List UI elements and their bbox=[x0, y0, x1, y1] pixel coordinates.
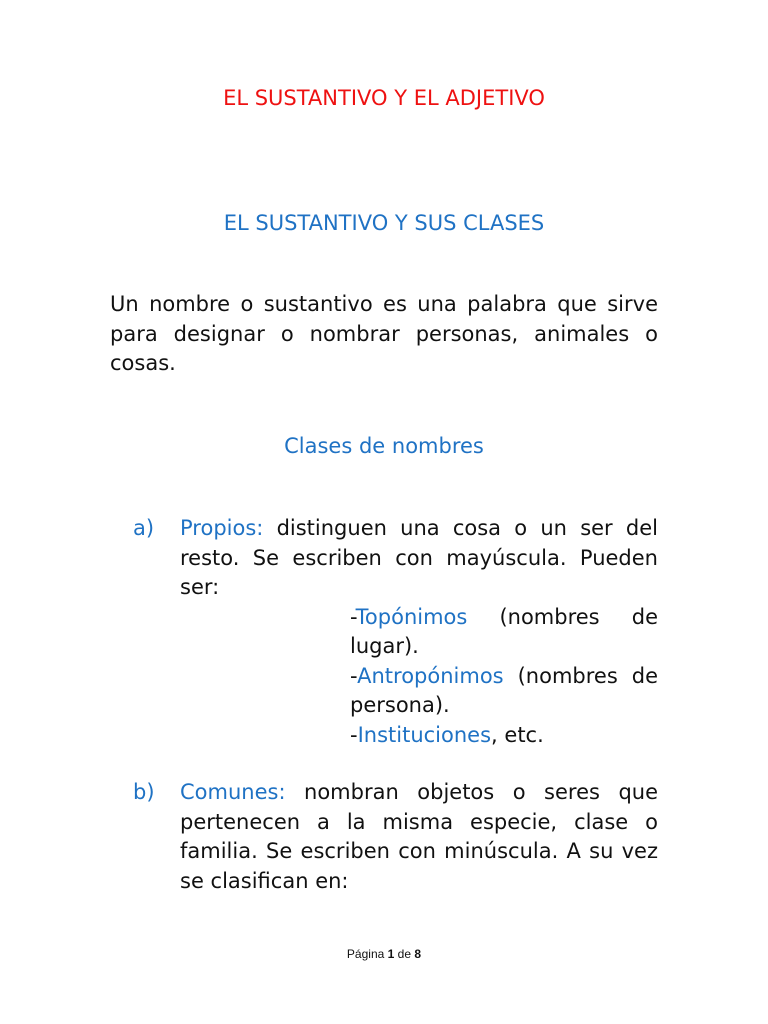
sublist-text: (nombres de persona). bbox=[350, 663, 658, 717]
section-title: EL SUSTANTIVO Y SUS CLASES bbox=[223, 211, 545, 235]
term-propios: Propios: bbox=[180, 516, 264, 540]
total-pages-number: 8 bbox=[414, 947, 422, 961]
sublist bbox=[350, 603, 658, 751]
sublist-prefix: - bbox=[350, 663, 358, 688]
list-item-text bbox=[180, 778, 658, 896]
list-marker: b) bbox=[133, 780, 155, 804]
intro-paragraph: Un nombre o sustantivo es una palabra que sirve para designar o nombrar personas, animales o cosas. bbox=[110, 292, 658, 375]
section-heading: Clases de nombres bbox=[284, 434, 484, 458]
of-label: de bbox=[397, 947, 412, 961]
list-item-comunes bbox=[133, 778, 658, 896]
sublist-text: , etc. bbox=[491, 722, 544, 747]
current-page-number: 1 bbox=[387, 947, 395, 961]
term-instituciones: Instituciones bbox=[357, 722, 492, 747]
sublist-text: (nombres de lugar). bbox=[350, 604, 658, 658]
sublist-prefix: - bbox=[350, 722, 358, 747]
page-footer bbox=[0, 946, 768, 962]
term-toponimos: Topónimos bbox=[355, 604, 468, 629]
term-antroponimos: Antropónimos bbox=[357, 663, 504, 688]
sublist-item bbox=[350, 603, 658, 662]
list-marker: a) bbox=[133, 516, 155, 540]
list-item-text bbox=[180, 514, 658, 603]
list-item-propios bbox=[133, 514, 658, 750]
list-item-body bbox=[180, 514, 658, 750]
list-item-body bbox=[180, 778, 658, 896]
sublist-prefix: - bbox=[350, 604, 356, 629]
term-comunes: Comunes: bbox=[180, 780, 286, 804]
page-label: Página bbox=[346, 947, 385, 961]
sublist-item bbox=[350, 721, 658, 751]
document-title: EL SUSTANTIVO Y EL ADJETIVO bbox=[223, 86, 545, 110]
sublist-item bbox=[350, 662, 658, 721]
definition-comunes: nombran objetos o seres que pertenecen a la misma especie, clase o familia. Se escriben con minúscula. A su vez se clasifican en: bbox=[180, 780, 658, 893]
definition-propios: distinguen una cosa o un ser del resto. Se escriben con mayúscula. Pueden ser: bbox=[180, 516, 658, 599]
